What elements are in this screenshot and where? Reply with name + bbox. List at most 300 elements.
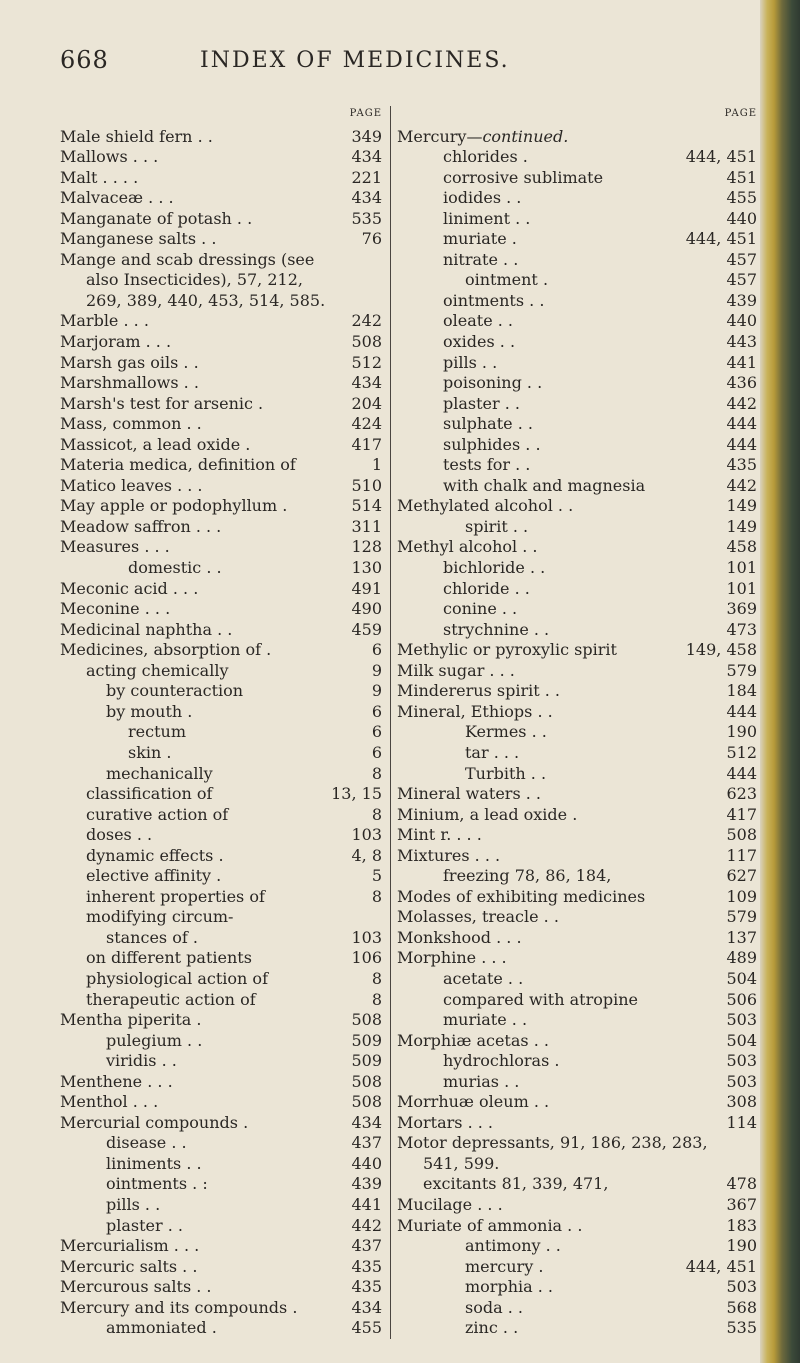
index-entry xyxy=(60,291,382,312)
index-entry xyxy=(397,311,757,332)
entry-term: skin . xyxy=(128,742,172,762)
entry-term: oleate . . xyxy=(443,311,513,331)
entry-page-ref: 190 xyxy=(726,722,757,742)
entry-term: Menthene . . . xyxy=(60,1071,173,1091)
right-entries xyxy=(397,127,757,1339)
entry-page-ref: 508 xyxy=(351,1092,382,1112)
index-entry xyxy=(397,887,757,908)
index-entry xyxy=(397,517,757,538)
entry-term: classification of xyxy=(86,784,213,804)
entry-page-ref: 444 xyxy=(726,701,757,721)
entry-page-ref: 435 xyxy=(351,1256,382,1276)
index-entry xyxy=(60,476,382,497)
index-entry xyxy=(60,805,382,826)
index-entry xyxy=(397,1257,757,1278)
entry-term: viridis . . xyxy=(106,1051,177,1071)
entry-term: Minium, a lead oxide . xyxy=(397,804,578,824)
entry-term: Meconic acid . . . xyxy=(60,578,199,598)
entry-page-ref: 5 xyxy=(371,866,382,886)
index-entry xyxy=(60,250,382,271)
entry-term: physiological action of xyxy=(86,968,268,988)
entry-page-ref: 457 xyxy=(726,249,757,269)
entry-term: liniment . . xyxy=(443,208,531,228)
index-entry xyxy=(397,640,757,661)
entry-page-ref: 434 xyxy=(351,1297,382,1317)
left-index-column xyxy=(60,106,382,1339)
index-entry xyxy=(397,1010,757,1031)
entry-term: Mercurous salts . . xyxy=(60,1277,212,1297)
entry-term: ointments . . xyxy=(443,290,545,310)
entry-page-ref: 417 xyxy=(726,804,757,824)
entry-term: chloride . . xyxy=(443,578,530,598)
index-entry xyxy=(60,1236,382,1257)
entry-page-ref: 473 xyxy=(726,619,757,639)
entry-term: Malt . . . . xyxy=(60,167,139,187)
entry-term: doses . . xyxy=(86,825,153,845)
entry-term: antimony . . xyxy=(465,1236,561,1256)
entry-term: Mixtures . . . xyxy=(397,845,501,865)
entry-page-ref: 434 xyxy=(351,188,382,208)
index-entry xyxy=(397,1072,757,1093)
entry-term: Mercurialism . . . xyxy=(60,1236,200,1256)
entry-term: disease . . xyxy=(106,1133,187,1153)
entry-term: dynamic effects . xyxy=(86,845,224,865)
entry-page-ref: 183 xyxy=(726,1215,757,1235)
entry-term: therapeutic action of xyxy=(86,989,256,1009)
entry-page-ref: 442 xyxy=(726,393,757,413)
index-entry xyxy=(60,373,382,394)
entry-term: Mucilage . . . xyxy=(397,1194,503,1214)
entry-term: Medicines, absorption of . xyxy=(60,640,272,660)
entry-page-ref: 6 xyxy=(371,640,382,660)
entry-term: Mentha piperita . xyxy=(60,1010,202,1030)
entry-term: Medicinal naphtha . . xyxy=(60,619,233,639)
index-entry xyxy=(397,764,757,785)
entry-term: Monkshood . . . xyxy=(397,927,522,947)
index-entry xyxy=(60,455,382,476)
index-entry xyxy=(397,537,757,558)
entry-term: Muriate of ammonia . . xyxy=(397,1215,583,1235)
index-entry xyxy=(60,1298,382,1319)
entry-page-ref: 512 xyxy=(351,352,382,372)
page-edge-binding xyxy=(760,0,800,1363)
entry-term: by counteraction xyxy=(106,681,244,701)
entry-term: on different patients xyxy=(86,948,252,968)
entry-page-ref: 424 xyxy=(351,414,382,434)
entry-page-ref: 503 xyxy=(726,1051,757,1071)
index-entry xyxy=(397,332,757,353)
entry-page-ref: 434 xyxy=(351,1112,382,1132)
index-entry xyxy=(397,188,757,209)
index-entry xyxy=(397,1318,757,1339)
entry-page-ref: 491 xyxy=(351,578,382,598)
index-entry xyxy=(397,127,757,148)
entry-term: poisoning . . xyxy=(443,373,543,393)
index-entry xyxy=(60,764,382,785)
entry-page-ref: 437 xyxy=(351,1133,382,1153)
entry-page-ref: 6 xyxy=(371,742,382,762)
index-entry xyxy=(60,784,382,805)
entry-term: freezing 78, 86, 184, xyxy=(443,866,612,886)
entry-page-ref: 8 xyxy=(371,886,382,906)
index-entry xyxy=(397,784,757,805)
index-entry xyxy=(397,1113,757,1134)
entry-term: rectum xyxy=(128,722,186,742)
entry-term: Marshmallows . . xyxy=(60,373,199,393)
entry-page-ref: 455 xyxy=(351,1318,382,1338)
entry-page-ref: 101 xyxy=(726,558,757,578)
entry-term: zinc . . xyxy=(465,1318,519,1338)
index-entry xyxy=(60,311,382,332)
entry-term: Marsh's test for arsenic . xyxy=(60,393,264,413)
index-entry xyxy=(60,517,382,538)
index-entry xyxy=(397,1051,757,1072)
entry-term: Mercurial compounds . xyxy=(60,1112,249,1132)
index-entry xyxy=(60,537,382,558)
entry-page-ref: 437 xyxy=(351,1236,382,1256)
index-entry xyxy=(397,990,757,1011)
entry-term: elective affinity . xyxy=(86,866,222,886)
index-entry xyxy=(397,1277,757,1298)
index-entry xyxy=(60,1031,382,1052)
entry-term: ointment . xyxy=(465,270,549,290)
entry-page-ref: 508 xyxy=(726,825,757,845)
entry-term: murias . . xyxy=(443,1071,520,1091)
entry-term: strychnine . . xyxy=(443,619,550,639)
entry-term: with chalk and magnesia xyxy=(443,475,646,495)
index-entry xyxy=(60,640,382,661)
index-entry xyxy=(60,1216,382,1237)
entry-term: Manganese salts . . xyxy=(60,229,217,249)
index-entry xyxy=(397,168,757,189)
entry-term: ointments . : xyxy=(106,1174,208,1194)
entry-term: Mineral waters . . xyxy=(397,784,541,804)
entry-page-ref: 130 xyxy=(351,558,382,578)
index-entry xyxy=(60,1113,382,1134)
index-entry xyxy=(60,990,382,1011)
index-entry xyxy=(60,147,382,168)
left-entries xyxy=(60,127,382,1339)
entry-term: Meconine . . . xyxy=(60,599,171,619)
index-entry xyxy=(60,743,382,764)
entry-term: Massicot, a lead oxide . xyxy=(60,434,251,454)
index-entry xyxy=(397,948,757,969)
entry-term: acetate . . xyxy=(443,968,524,988)
entry-page-ref: 9 xyxy=(371,660,382,680)
entry-term: conine . . xyxy=(443,599,518,619)
entry-page-ref: 149 xyxy=(726,516,757,536)
entry-page-ref: 114 xyxy=(726,1112,757,1132)
entry-page-ref: 503 xyxy=(726,1010,757,1030)
index-entry xyxy=(60,599,382,620)
entry-term: Meadow saffron . . . xyxy=(60,516,222,536)
entry-term: soda . . xyxy=(465,1297,523,1317)
entry-term: compared with atropine xyxy=(443,989,639,1009)
index-entry xyxy=(60,1277,382,1298)
entry-term: mechanically xyxy=(106,763,213,783)
entry-page-ref: 439 xyxy=(726,290,757,310)
entry-term: Matico leaves . . . xyxy=(60,475,203,495)
entry-page-ref: 4, 8 xyxy=(351,845,382,865)
entry-page-ref: 6 xyxy=(371,701,382,721)
index-entry xyxy=(60,907,382,928)
entry-page-ref: 508 xyxy=(351,332,382,352)
entry-term: Motor depressants, 91, 186, 238, 283, xyxy=(397,1133,708,1153)
page-number: 668 xyxy=(60,46,109,74)
index-entry xyxy=(397,1216,757,1237)
entry-term: Kermes . . xyxy=(465,722,547,742)
entry-page-ref: 443 xyxy=(726,332,757,352)
index-entry xyxy=(60,1174,382,1195)
index-entry xyxy=(60,928,382,949)
entry-term: by mouth . xyxy=(106,701,193,721)
entry-term: Milk sugar . . . xyxy=(397,660,515,680)
index-entry xyxy=(60,702,382,723)
entry-term: pills . . xyxy=(106,1194,161,1214)
entry-page-ref: 184 xyxy=(726,681,757,701)
index-entry xyxy=(60,1010,382,1031)
index-entry xyxy=(397,702,757,723)
entry-page-ref: 490 xyxy=(351,599,382,619)
entry-page-ref: 440 xyxy=(726,311,757,331)
entry-page-ref: 8 xyxy=(371,968,382,988)
index-entry xyxy=(397,229,757,250)
index-entry xyxy=(397,476,757,497)
entry-term: acting chemically xyxy=(86,660,229,680)
entry-page-ref: 442 xyxy=(351,1215,382,1235)
index-entry xyxy=(397,353,757,374)
index-entry xyxy=(397,1154,757,1175)
index-entry xyxy=(60,270,382,291)
entry-term: domestic . . xyxy=(128,558,222,578)
index-entry xyxy=(397,1174,757,1195)
index-entry xyxy=(397,866,757,887)
index-entry xyxy=(397,1195,757,1216)
entry-page-ref: 623 xyxy=(726,784,757,804)
entry-page-ref: 458 xyxy=(726,537,757,557)
index-entry xyxy=(60,1257,382,1278)
entry-term: plaster . . xyxy=(443,393,520,413)
entry-term: Marjoram . . . xyxy=(60,332,172,352)
index-entry xyxy=(60,620,382,641)
index-entry xyxy=(397,661,757,682)
entry-page-ref: 444 xyxy=(726,434,757,454)
entry-term: Mindererus spirit . . xyxy=(397,681,560,701)
entry-page-ref: 512 xyxy=(726,742,757,762)
entry-term: Mint r. . . . xyxy=(397,825,482,845)
index-entry xyxy=(60,579,382,600)
index-entry xyxy=(397,1031,757,1052)
left-page-label-text: PAGE xyxy=(349,108,382,119)
entry-page-ref: 13, 15 xyxy=(331,784,382,804)
entry-term: mercury . xyxy=(465,1256,544,1276)
entry-term: nitrate . . xyxy=(443,249,519,269)
entry-page-ref: 434 xyxy=(351,373,382,393)
entry-page-ref: 103 xyxy=(351,927,382,947)
index-entry xyxy=(397,558,757,579)
index-entry xyxy=(397,969,757,990)
entry-term: May apple or podophyllum . xyxy=(60,496,288,516)
index-entry xyxy=(397,825,757,846)
index-entry xyxy=(397,620,757,641)
entry-page-ref: 106 xyxy=(351,948,382,968)
index-entry xyxy=(397,1092,757,1113)
entry-term: curative action of xyxy=(86,804,229,824)
entry-page-ref: 103 xyxy=(351,825,382,845)
entry-page-ref: 455 xyxy=(726,188,757,208)
index-entry xyxy=(397,805,757,826)
entry-term: pills . . xyxy=(443,352,498,372)
entry-page-ref: 435 xyxy=(351,1277,382,1297)
entry-term: Morphiæ acetas . . xyxy=(397,1030,549,1050)
entry-term: Mercury—continued. xyxy=(397,126,569,146)
entry-page-ref: 9 xyxy=(371,681,382,701)
entry-page-ref: 76 xyxy=(361,229,382,249)
index-entry xyxy=(397,414,757,435)
entry-page-ref: 190 xyxy=(726,1236,757,1256)
index-entry xyxy=(60,435,382,456)
index-entry xyxy=(60,1092,382,1113)
index-entry xyxy=(60,1072,382,1093)
entry-page-ref: 369 xyxy=(726,599,757,619)
entry-term: oxides . . xyxy=(443,332,516,352)
index-entry xyxy=(60,496,382,517)
entry-term: excitants 81, 339, 471, xyxy=(423,1174,609,1194)
entry-page-ref: 440 xyxy=(351,1153,382,1173)
entry-page-ref: 508 xyxy=(351,1010,382,1030)
entry-page-ref: 444, 451 xyxy=(685,147,757,167)
entry-term: ammoniated . xyxy=(106,1318,217,1338)
entry-term: also Insecticides), 57, 212, xyxy=(86,270,303,290)
entry-term: Male shield fern . . xyxy=(60,126,213,146)
entry-page-ref: 308 xyxy=(726,1092,757,1112)
entry-term: Mercury and its compounds . xyxy=(60,1297,298,1317)
index-entry xyxy=(60,1133,382,1154)
entry-page-ref: 441 xyxy=(351,1194,382,1214)
entry-page-ref: 204 xyxy=(351,393,382,413)
entry-page-ref: 504 xyxy=(726,968,757,988)
entry-term: 541, 599. xyxy=(423,1153,500,1173)
entry-term: Mortars . . . xyxy=(397,1112,494,1132)
index-entry xyxy=(60,887,382,908)
entry-term: Morphine . . . xyxy=(397,948,507,968)
index-entry xyxy=(60,168,382,189)
entry-page-ref: 457 xyxy=(726,270,757,290)
index-entry xyxy=(397,435,757,456)
entry-page-ref: 137 xyxy=(726,927,757,947)
entry-page-ref: 627 xyxy=(726,866,757,886)
entry-page-ref: 508 xyxy=(351,1071,382,1091)
entry-term: spirit . . xyxy=(465,516,529,536)
right-page-label xyxy=(397,106,757,127)
entry-page-ref: 1 xyxy=(371,455,382,475)
entry-page-ref: 6 xyxy=(371,722,382,742)
entry-term: Mange and scab dressings (see xyxy=(60,249,315,269)
entry-page-ref: 579 xyxy=(726,907,757,927)
index-entry xyxy=(60,866,382,887)
index-entry xyxy=(397,928,757,949)
index-entry xyxy=(60,414,382,435)
page-heading: INDEX OF MEDICINES. xyxy=(200,48,510,73)
entry-term: muriate . . xyxy=(443,1010,528,1030)
index-entry xyxy=(397,250,757,271)
entry-term: chlorides . xyxy=(443,147,528,167)
entry-term: Marsh gas oils . . xyxy=(60,352,199,372)
entry-page-ref: 8 xyxy=(371,804,382,824)
entry-page-ref: 535 xyxy=(351,208,382,228)
entry-page-ref: 444, 451 xyxy=(685,1256,757,1276)
entry-term: Mass, common . . xyxy=(60,414,202,434)
entry-term: Methylic or pyroxylic spirit xyxy=(397,640,617,660)
entry-page-ref: 444 xyxy=(726,414,757,434)
entry-term: tar . . . xyxy=(465,742,520,762)
entry-page-ref: 510 xyxy=(351,475,382,495)
continued-label: continued. xyxy=(482,126,569,146)
entry-page-ref: 417 xyxy=(351,434,382,454)
index-entry xyxy=(397,496,757,517)
entry-page-ref: 503 xyxy=(726,1071,757,1091)
entry-term: Methyl alcohol . . xyxy=(397,537,538,557)
right-page-label-text: PAGE xyxy=(724,108,757,119)
index-entry xyxy=(60,846,382,867)
entry-term: Mallows . . . xyxy=(60,147,159,167)
right-index-column xyxy=(390,106,757,1339)
index-entry xyxy=(397,1298,757,1319)
entry-term: plaster . . xyxy=(106,1215,183,1235)
entry-term: muriate . xyxy=(443,229,517,249)
entry-term: Methylated alcohol . . xyxy=(397,496,574,516)
entry-page-ref: 451 xyxy=(726,167,757,187)
index-entry xyxy=(60,825,382,846)
left-page-label xyxy=(60,106,382,127)
entry-page-ref: 242 xyxy=(351,311,382,331)
index-entry xyxy=(60,722,382,743)
index-entry xyxy=(397,394,757,415)
entry-page-ref: 503 xyxy=(726,1277,757,1297)
index-entry xyxy=(397,907,757,928)
entry-page-ref: 514 xyxy=(351,496,382,516)
entry-term: iodides . . xyxy=(443,188,522,208)
entry-page-ref: 506 xyxy=(726,989,757,1009)
index-entry xyxy=(397,209,757,230)
index-entry xyxy=(60,969,382,990)
entry-term: tests for . . xyxy=(443,455,531,475)
entry-page-ref: 509 xyxy=(351,1051,382,1071)
entry-page-ref: 504 xyxy=(726,1030,757,1050)
index-entry xyxy=(397,579,757,600)
entry-page-ref: 535 xyxy=(726,1318,757,1338)
entry-term: inherent properties of xyxy=(86,886,265,906)
entry-page-ref: 442 xyxy=(726,475,757,495)
entry-term: corrosive sublimate xyxy=(443,167,604,187)
entry-page-ref: 8 xyxy=(371,989,382,1009)
index-entry xyxy=(397,1133,757,1154)
index-entry xyxy=(397,373,757,394)
entry-page-ref: 444 xyxy=(726,763,757,783)
entry-term: Materia medica, definition of xyxy=(60,455,296,475)
entry-term: Measures . . . xyxy=(60,537,170,557)
entry-page-ref: 101 xyxy=(726,578,757,598)
entry-page-ref: 109 xyxy=(726,886,757,906)
entry-term: Malvaceæ . . . xyxy=(60,188,174,208)
index-entry xyxy=(397,455,757,476)
index-entry xyxy=(60,394,382,415)
entry-term: sulphides . . xyxy=(443,434,541,454)
entry-term: bichloride . . xyxy=(443,558,546,578)
index-entry xyxy=(397,270,757,291)
entry-page-ref: 440 xyxy=(726,208,757,228)
entry-page-ref: 435 xyxy=(726,455,757,475)
